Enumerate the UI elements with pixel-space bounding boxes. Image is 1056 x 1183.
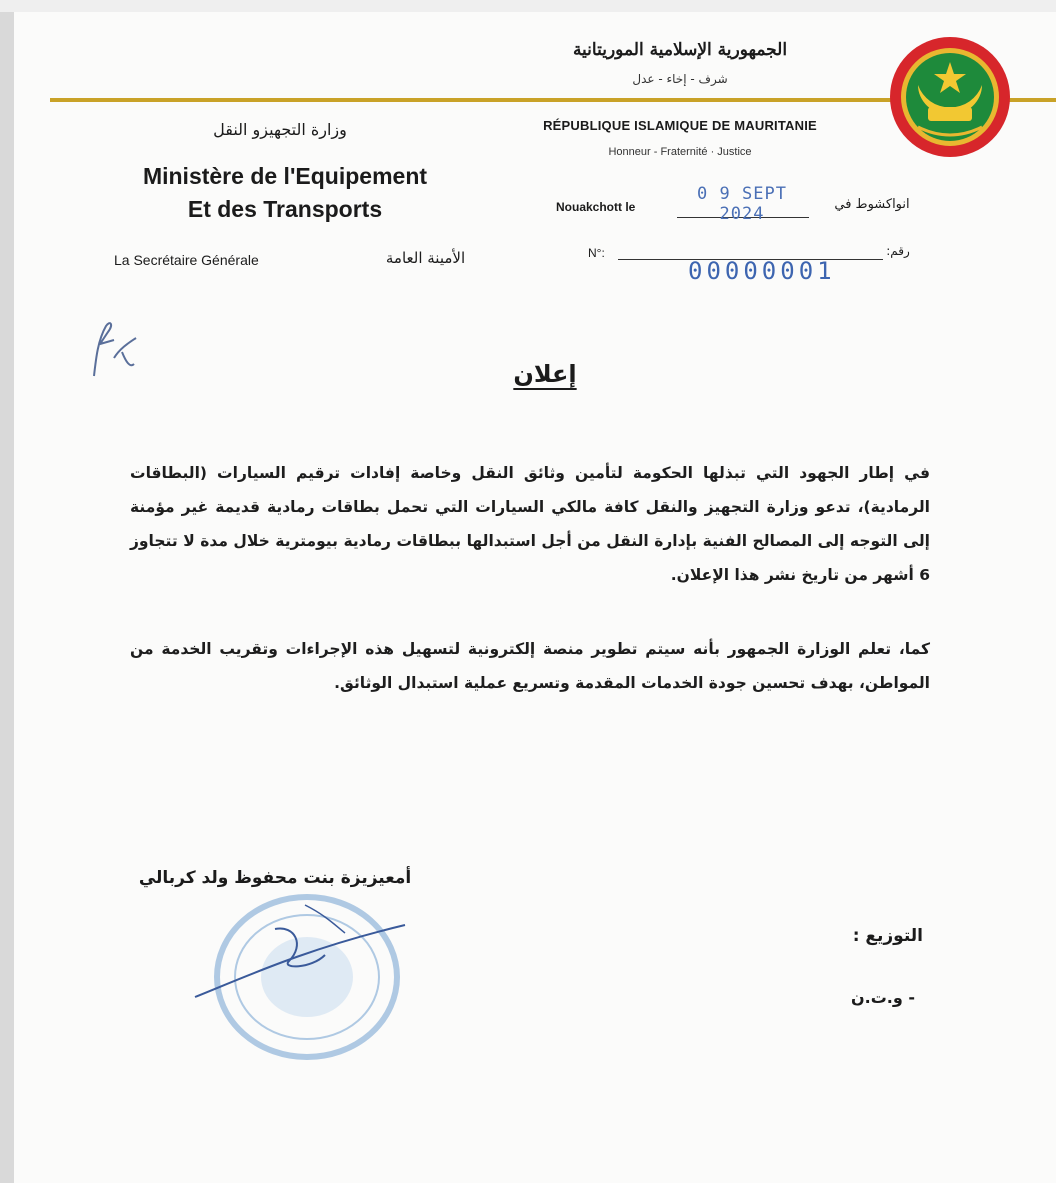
page-top-band [0, 0, 1056, 12]
distribution-item: - و.ت.ن [850, 988, 915, 1007]
official-seal-stamp-icon [185, 885, 417, 1063]
announcement-title: إعلان [513, 360, 577, 388]
handwritten-initials-icon [80, 318, 150, 380]
office-ar: الأمينة العامة [385, 249, 466, 267]
date-label-ar: انواكشوط في [834, 197, 910, 212]
body-paragraph-1: في إطار الجهود التي تبذلها الحكومة لتأمين وثائق النقل وخاصة إفادات ترقيم السيارات (البطاقات الرمادية)، تدعو وزارة التجهيز والنقل كافة مالكي السيارات التي تحمل بطاقات رمادية قديمة غير مؤمنة إلى التوجه إلى المصالح الفنية بإدارة النقل من أجل استبدالها ببطاقات رمادية بيومترية خلال مدة لا تتجاوز 6 أشهر من تاريخ نشر هذا الإعلان. [130, 464, 930, 584]
distribution-title: التوزيع : [852, 926, 923, 946]
signatory-name: أمعيزيزة بنت محفوظ ولد كربالي [138, 868, 412, 888]
office-fr: La Secrétaire Générale [114, 252, 259, 268]
date-label-fr: Nouakchott le [556, 200, 636, 214]
page-left-edge [0, 0, 14, 1183]
body-paragraph-2: كما، تعلم الوزارة الجمهور بأنه سيتم تطوير منصة إلكترونية لتسهيل هذه الإجراءات وتقريب الخدمة من المواطن، بهدف تحسين جودة الخدمات المقدمة وتسريع عملية استبدال الوثائق. [130, 640, 930, 692]
ministry-name-ar: وزارة التجهيزو النقل [213, 120, 347, 139]
number-label-ar: رقم: [886, 244, 910, 258]
motto-fr: Honneur - Fraternité · Justice [608, 146, 752, 158]
republic-name-fr: RÉPUBLIQUE ISLAMIQUE DE MAURITANIE [543, 118, 817, 133]
ministry-name-fr-line1: Ministère de l'Equipement [142, 163, 428, 189]
ministry-name-fr-line2: Et des Transports [187, 196, 383, 222]
number-stamp: 00000001 [688, 257, 836, 285]
date-stamp: 0 9 SEPT 2024 [697, 184, 787, 224]
republic-name-ar: الجمهورية الإسلامية الموريتانية [572, 40, 788, 60]
motto-ar: شرف - إخاء - عدل [632, 72, 728, 86]
number-label-fr: N°: [588, 246, 605, 260]
national-emblem-icon [888, 35, 1012, 159]
